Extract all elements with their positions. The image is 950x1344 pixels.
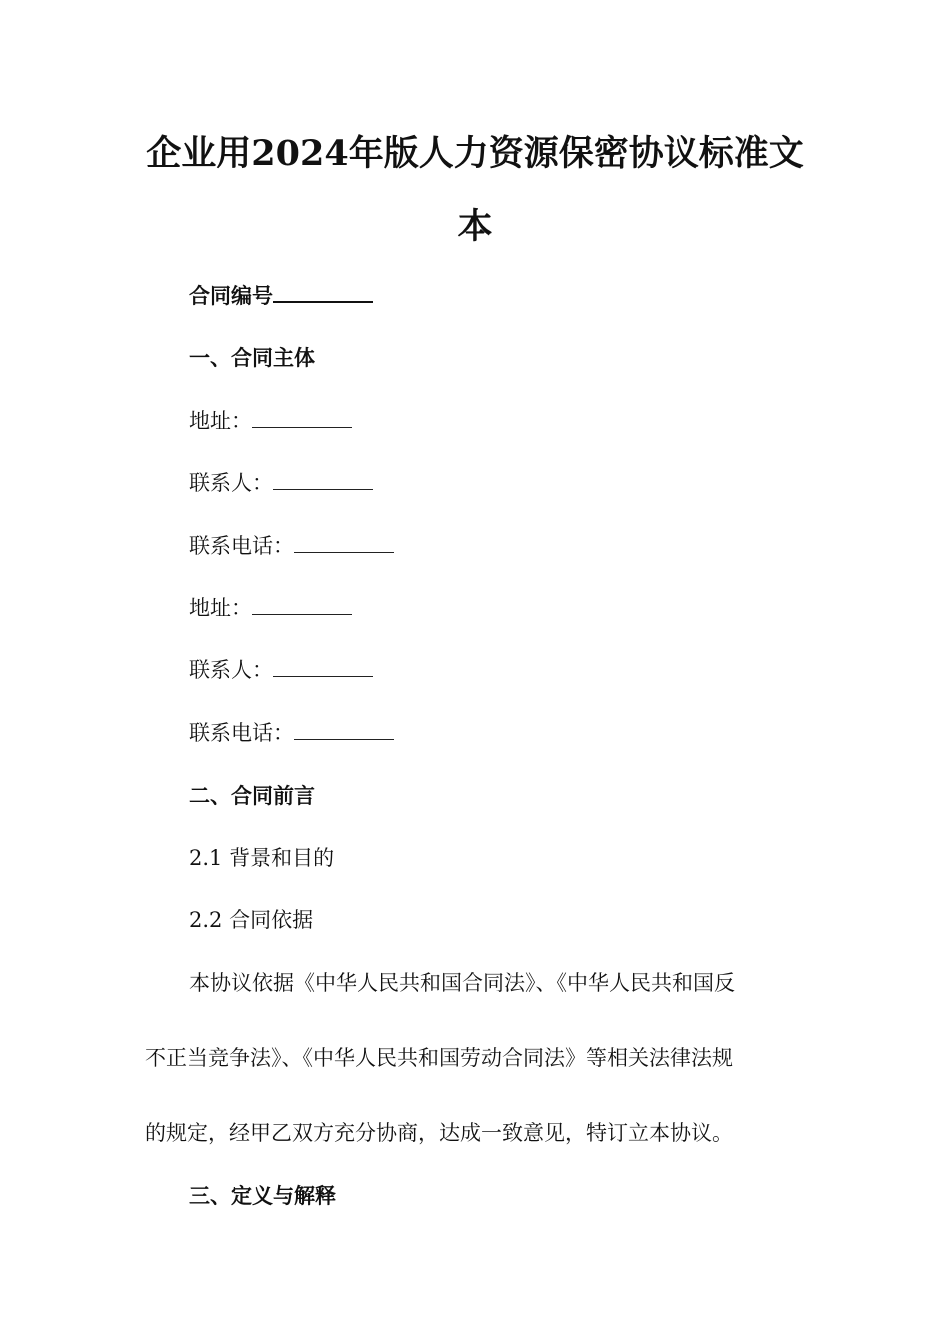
section-1-heading: 一、合同主体 (189, 345, 315, 370)
basis-paragraph-line-3: 的规定，经甲乙双方充分协商，达成一致意见，特订立本协议。 (145, 1121, 733, 1145)
party-b-phone-blank (294, 721, 394, 740)
party-b-address-blank (252, 596, 352, 615)
party-b-contact-blank (273, 658, 373, 677)
contract-number-label: 合同编号 (189, 283, 273, 308)
basis-paragraph-line-1: 本协议依据《中华人民共和国合同法》、《中华人民共和国反 (189, 971, 735, 995)
contract-number-blank (273, 283, 373, 303)
party-b-address-row (189, 594, 352, 622)
party-a-phone-row (189, 532, 394, 560)
party-a-address-row (189, 407, 352, 435)
document-title-line-2: 本 (457, 206, 493, 247)
party-b-contact-row (189, 656, 373, 684)
item-2-1: 2.1 背景和目的 (189, 846, 335, 870)
party-a-phone-blank (294, 534, 394, 553)
section-3-heading: 三、定义与解释 (189, 1183, 336, 1208)
document-title-line-1: 企业用2024年版人力资源保密协议标准文 (146, 133, 804, 174)
party-a-contact-blank (273, 471, 373, 490)
party-a-address-label: 地址： (189, 409, 252, 433)
party-b-address-label: 地址： (189, 596, 252, 620)
party-a-phone-label: 联系电话： (189, 534, 294, 558)
party-b-contact-label: 联系人： (189, 658, 273, 682)
section-2-heading: 二、合同前言 (189, 783, 315, 808)
party-a-address-blank (252, 409, 352, 428)
party-b-phone-row (189, 719, 394, 747)
party-a-contact-row (189, 469, 373, 497)
party-b-phone-label: 联系电话： (189, 721, 294, 745)
basis-paragraph-line-2: 不正当竞争法》、《中华人民共和国劳动合同法》等相关法律法规 (145, 1046, 733, 1070)
item-2-2: 2.2 合同依据 (189, 908, 314, 932)
contract-number-row (189, 282, 373, 310)
party-a-contact-label: 联系人： (189, 471, 273, 495)
